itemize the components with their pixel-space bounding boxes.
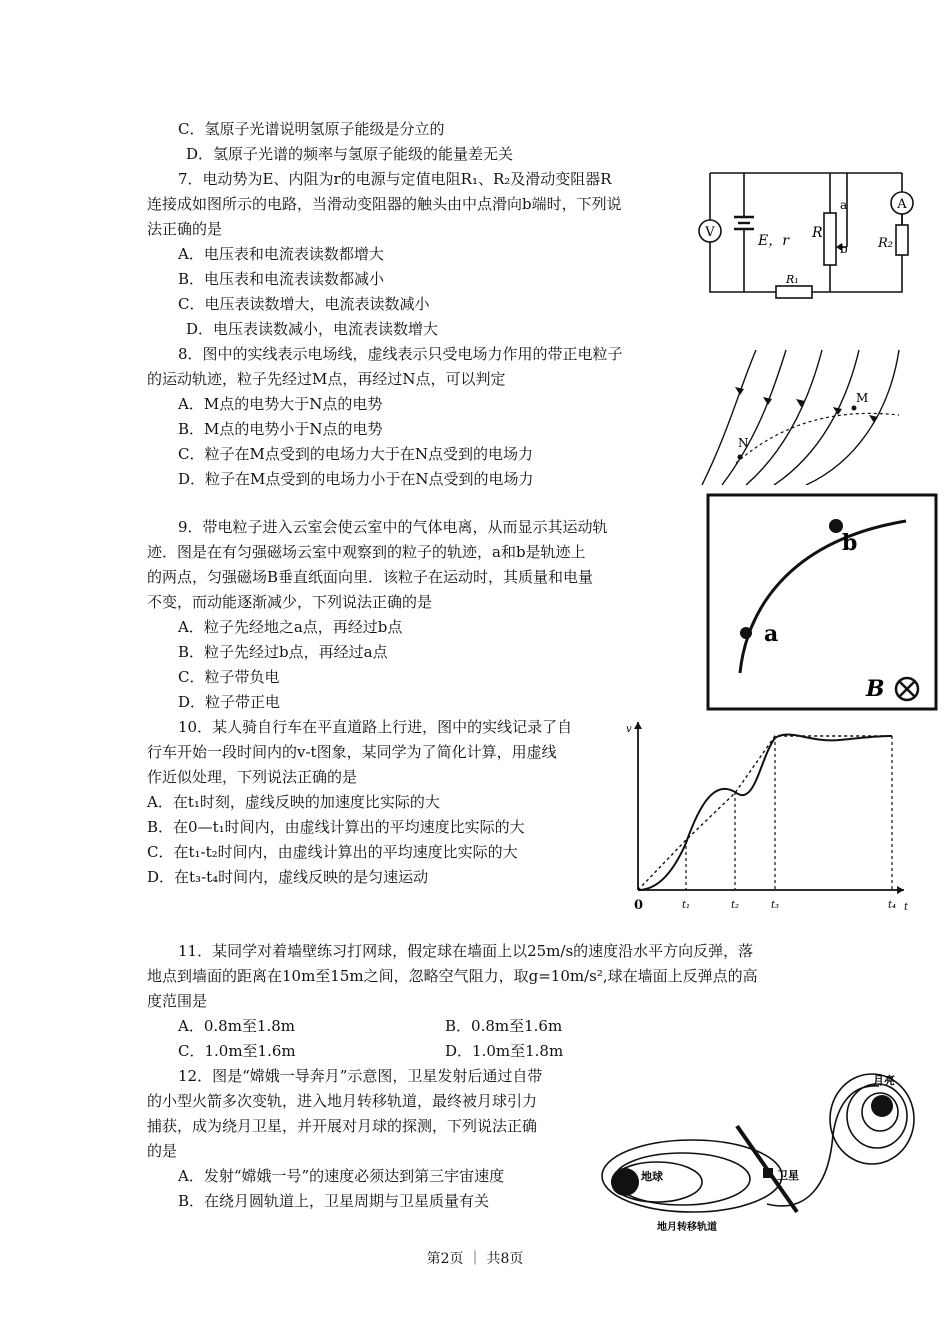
q9-stem: 迹．图是在有匀强磁场云室中观察到的粒子的轨迹，a和b是轨迹上 <box>147 543 586 561</box>
field-lines-diagram <box>694 345 934 485</box>
satellite-label: 卫星 <box>777 1169 799 1182</box>
q9-option-c: C．粒子带负电 <box>178 668 280 686</box>
rheostat-r <box>824 213 836 265</box>
moon-icon <box>871 1095 893 1117</box>
q9-option-d: D．粒子带正电 <box>178 693 281 711</box>
q7-stem: 法正确的是 <box>147 220 223 238</box>
r1-label: R₁ <box>786 273 799 286</box>
ammeter-label: A <box>897 197 907 212</box>
q10-option-c: C．在t₁-t₂时间内，由虚线计算出的平均速度比实际的大 <box>147 843 518 861</box>
q12-stem: 的是 <box>147 1142 178 1160</box>
q8-option-d: D．粒子在M点受到的电场力小于在N点受到的电场力 <box>178 470 534 488</box>
r2-label: R₂ <box>878 236 893 251</box>
q11-stem: 地点到墙面的距离在10m至15m之间，忽略空气阻力，取g=10m/s²,球在墙面上反弹点的高 <box>147 967 758 985</box>
q12-stem: 12．图是“嫦娥一导奔月”示意图，卫星发射后通过自带 <box>178 1067 543 1085</box>
source-label: E，r <box>758 233 789 249</box>
resistor-r1 <box>776 286 812 298</box>
terminal-a-label: a <box>840 198 848 212</box>
circuit-diagram <box>692 165 922 300</box>
q12-stem: 的小型火箭多次变轨，进入地月转移轨道，最终被月球引力 <box>147 1092 538 1110</box>
q10-stem: 作近似处理，下列说法正确的是 <box>147 768 358 786</box>
q9-option-b: B．粒子先经过b点，再经过a点 <box>178 643 388 661</box>
q8-option-c: C．粒子在M点受到的电场力大于在N点受到的电场力 <box>178 445 533 463</box>
resistor-r2 <box>896 225 908 255</box>
q7-option-c: C．电压表读数增大，电流表读数减小 <box>178 295 430 313</box>
q10-option-d: D．在t₃-t₄时间内，虚线反映的是匀速运动 <box>147 868 429 886</box>
q11-option-c: C．1.0m至1.6m <box>178 1042 296 1060</box>
q9-option-a: A．粒子先经地之a点，再经过b点 <box>178 618 403 636</box>
q9-stem: 不变，而动能逐渐减少，下列说法正确的是 <box>147 593 433 611</box>
q7-option-a: A．电压表和电流表读数都增大 <box>178 245 384 263</box>
q9-stem: 的两点，匀强磁场B垂直纸面向里．该粒子在运动时，其质量和电量 <box>147 568 594 586</box>
q8-stem: 的运动轨迹，粒子先经过M点，再经过N点，可以判定 <box>147 370 506 388</box>
t-axis-label: t <box>904 902 909 913</box>
q7-stem: 7．电动势为E、内阻为r的电源与定值电阻R₁、R₂及滑动变阻器R <box>178 170 612 188</box>
q12-stem: 捕获，成为绕月卫星，并开展对月球的探测，下列说法正确 <box>147 1117 538 1135</box>
q11-stem: 度范围是 <box>147 992 208 1010</box>
t2-label: t₂ <box>731 900 740 911</box>
q6-option-d: D．氢原子光谱的频率与氢原子能级的能量差无关 <box>186 145 514 163</box>
q6-option-c: C．氢原子光谱说明氢原子能级是分立的 <box>178 120 445 138</box>
q10-option-a: A．在t₁时刻，虚线反映的加速度比实际的大 <box>147 793 440 811</box>
field-b-label: B <box>866 676 885 702</box>
voltmeter-label: V <box>705 225 715 240</box>
terminal-b-label: b <box>840 242 848 256</box>
vt-graph <box>620 718 910 918</box>
q10-option-b: B．在0—t₁时间内，由虚线计算出的平均速度比实际的大 <box>147 818 525 836</box>
point-n-label: N <box>738 436 749 450</box>
q11-option-a: A．0.8m至1.8m <box>178 1017 295 1035</box>
origin-label: 0 <box>634 898 644 913</box>
q10-stem: 10．某人骑自行车在平直道路上行进，图中的实线记录了自 <box>178 718 573 736</box>
earth-label: 地球 <box>641 1170 663 1183</box>
q8-option-a: A．M点的电势大于N点的电势 <box>178 395 383 413</box>
point-b-label: b <box>842 530 858 556</box>
q7-option-b: B．电压表和电流表读数都减小 <box>178 270 385 288</box>
rheostat-label: R <box>812 225 823 241</box>
point-a-label: a <box>764 621 779 647</box>
q10-stem: 行车开始一段时间内的v-t图象，某同学为了简化计算，用虚线 <box>147 743 557 761</box>
q12-option-b: B．在绕月圆轨道上，卫星周期与卫星质量有关 <box>178 1192 490 1210</box>
q8-option-b: B．M点的电势小于N点的电势 <box>178 420 383 438</box>
v-axis-label: v <box>626 724 632 735</box>
q8-stem: 8．图中的实线表示电场线，虚线表示只受电场力作用的带正电粒子 <box>178 345 623 363</box>
q11-option-d: D．1.0m至1.8m <box>445 1042 564 1060</box>
earth-moon-orbit-diagram <box>597 1064 937 1234</box>
t1-label: t₁ <box>682 900 691 911</box>
q9-stem: 9．带电粒子进入云室会使云室中的气体电离，从而显示其运动轨 <box>178 518 608 536</box>
q12-option-a: A．发射“嫦娥一号”的速度必须达到第三宇宙速度 <box>178 1167 505 1185</box>
q7-stem: 连接成如图所示的电路，当滑动变阻器的触头由中点滑向b端时，下列说 <box>147 195 622 213</box>
transfer-orbit-label: 地月转移轨道 <box>657 1222 717 1233</box>
q7-option-d: D．电压表读数减小，电流表读数增大 <box>186 320 439 338</box>
page-footer: 第2页 ｜ 共8页 <box>426 1251 524 1267</box>
point-m-label: M <box>856 391 869 405</box>
q11-stem: 11．某同学对着墙壁练习打网球，假定球在墙面上以25m/s的速度沿水平方向反弹，落 <box>178 942 754 960</box>
cloud-chamber-diagram <box>706 493 938 711</box>
q11-option-b: B．0.8m至1.6m <box>445 1017 563 1035</box>
t4-label: t₄ <box>888 900 897 911</box>
t3-label: t₃ <box>771 900 780 911</box>
earth-icon <box>611 1168 639 1196</box>
satellite-icon <box>763 1168 773 1178</box>
moon-label: 月亮 <box>873 1074 895 1087</box>
